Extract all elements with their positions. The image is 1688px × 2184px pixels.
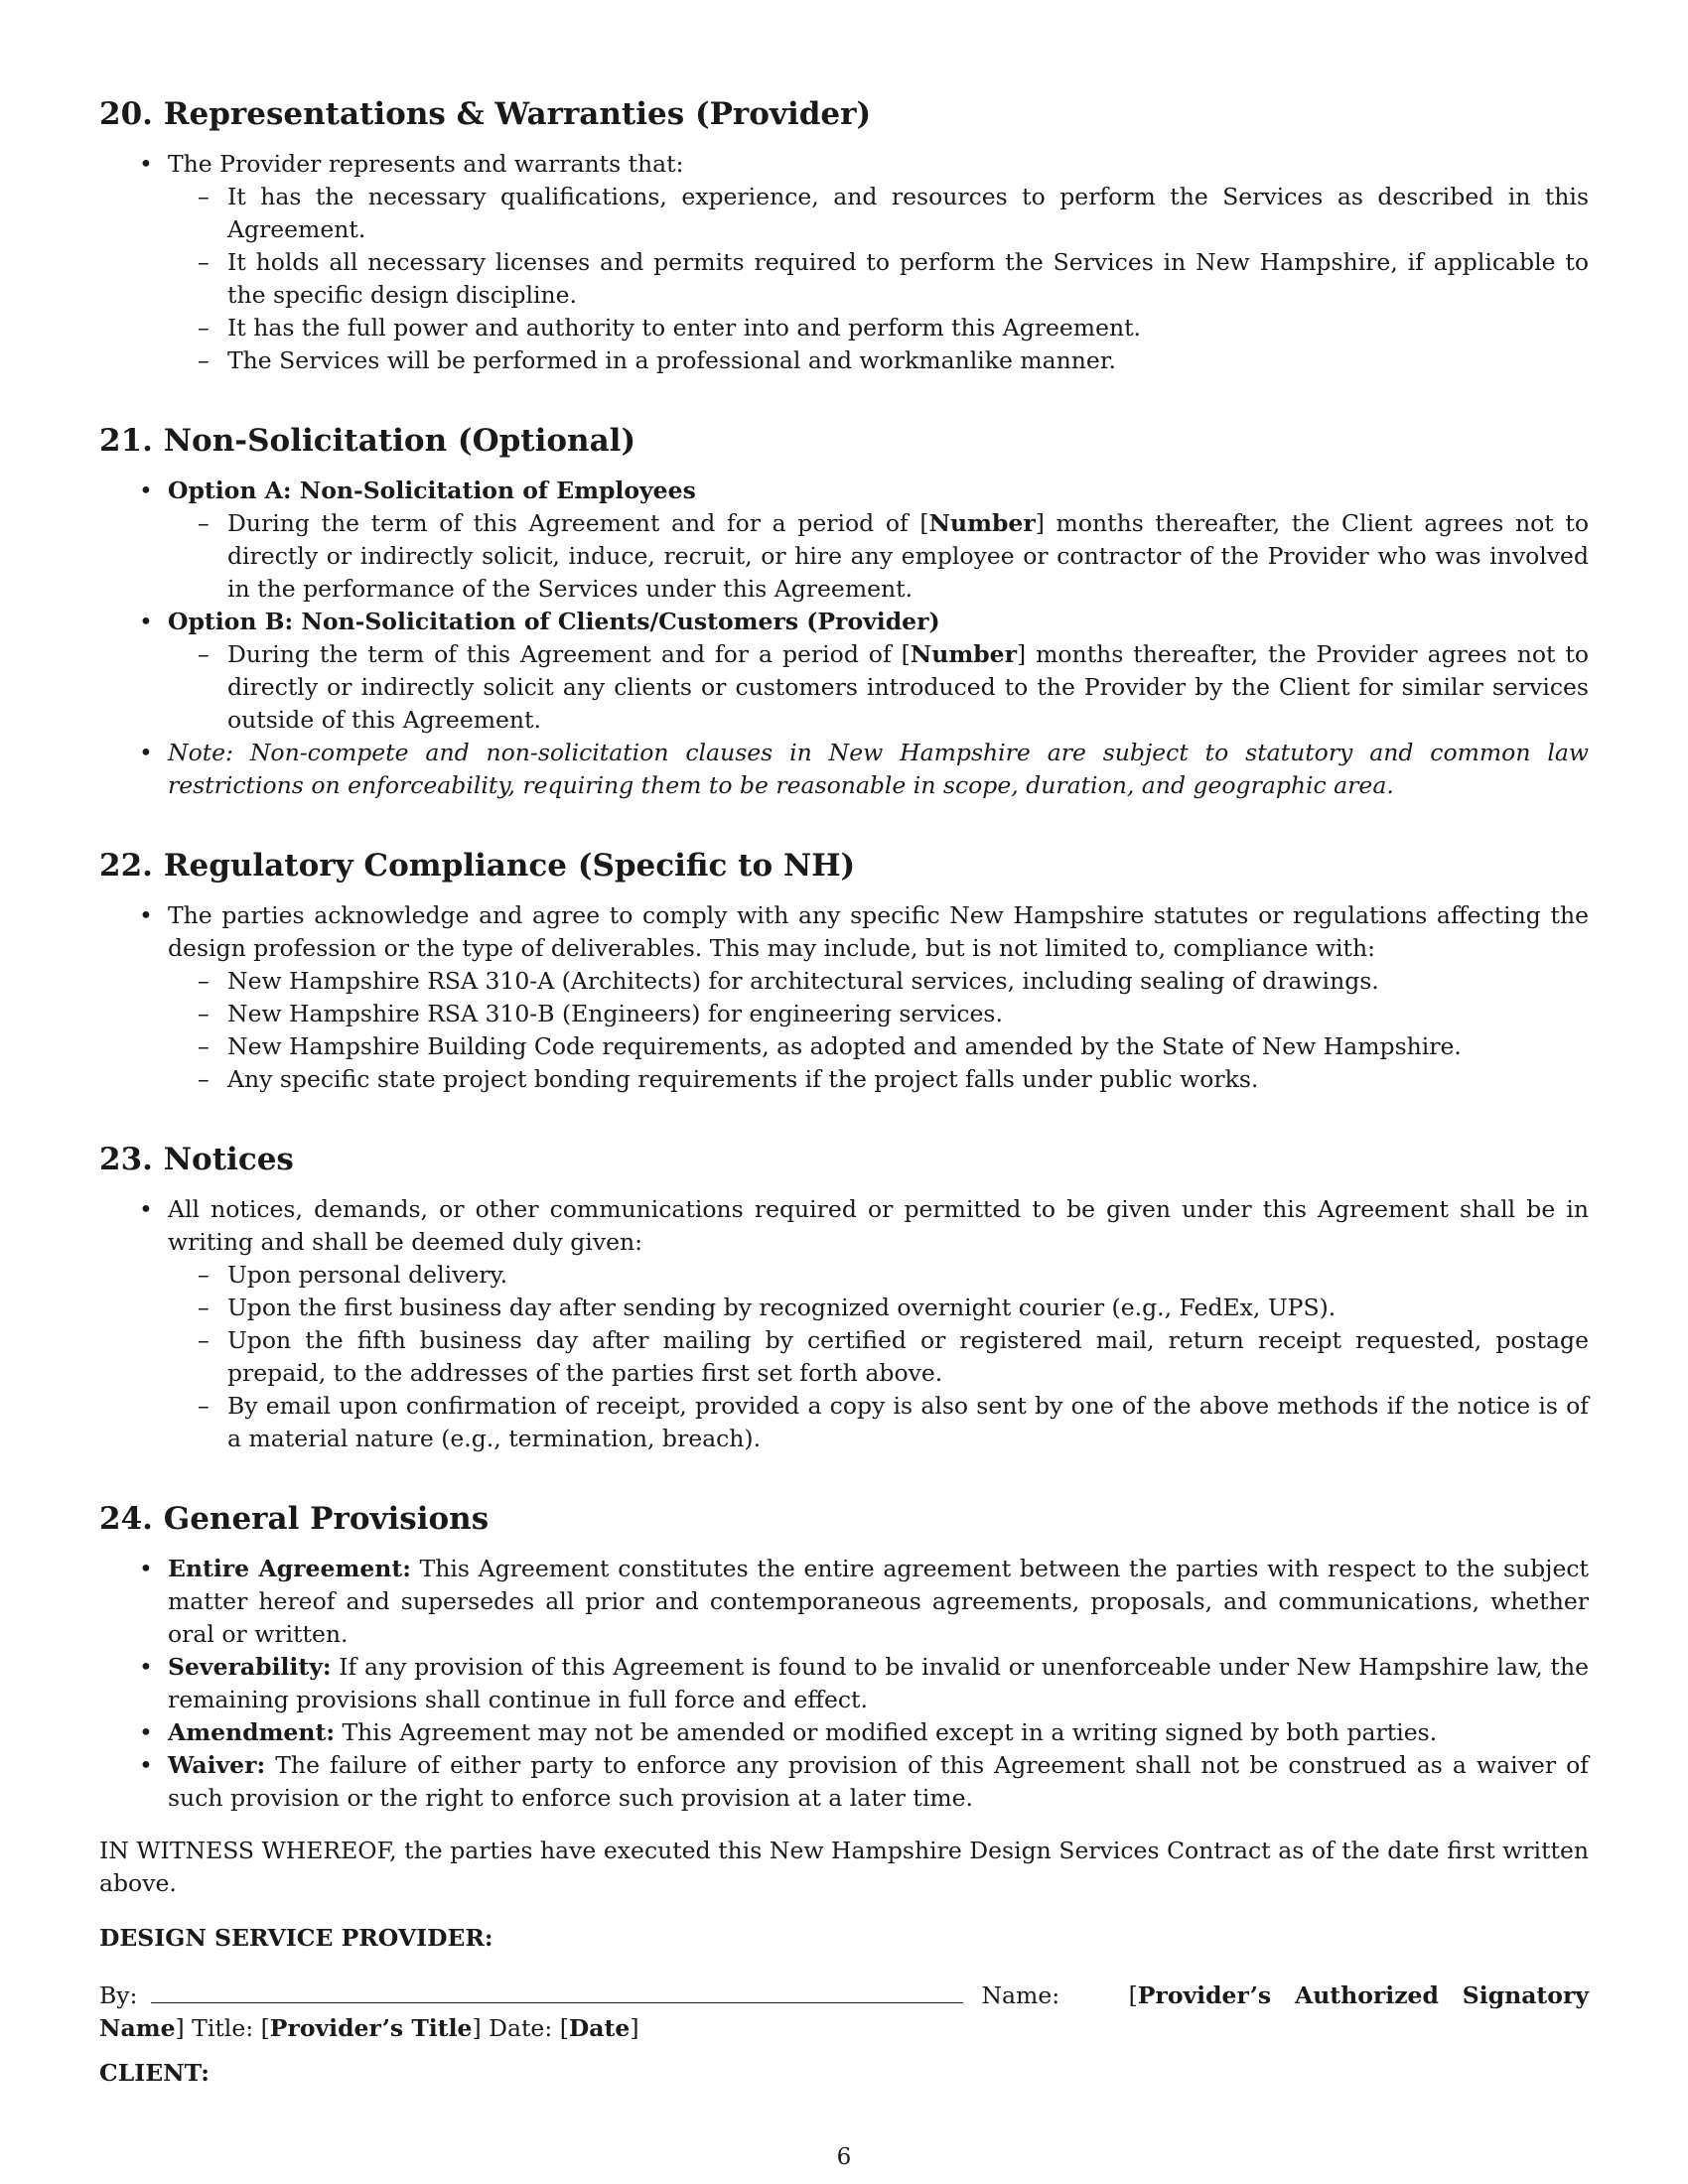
name-value: Provider’s Authorized Signatory Name bbox=[99, 1981, 1590, 2042]
text-fragment: ] months thereafter, the Provider agrees not to directly or indirectly solicit any clients or customers introduced to the Provider by the Client for similar services outside of this Agreement. bbox=[227, 640, 1590, 734]
sub-list-item: – New Hampshire RSA 310-A (Architects) for architectural services, including sealing of drawings. bbox=[168, 965, 1589, 998]
section-heading: 20. Representations & Warranties (Provider) bbox=[99, 96, 872, 132]
sub-list-item: – New Hampshire RSA 310-B (Engineers) for engineering services. bbox=[168, 998, 1589, 1030]
list-item bbox=[99, 1651, 1589, 1716]
number-placeholder: Number bbox=[928, 509, 1036, 537]
list-item-text: The parties acknowledge and agree to comply with any specific New Hampshire statutes or regulations affecting the design profession or the type of deliverables. This may include, but is not limited to, compliance with: bbox=[168, 901, 1589, 962]
section-21 bbox=[99, 421, 1589, 802]
list-item-text: All notices, demands, or other communications required or permitted to be given under this Agreement shall be in writing and shall be deemed duly given: bbox=[168, 1195, 1589, 1256]
section-heading: 23. Notices bbox=[99, 1142, 294, 1177]
text-fragment: During the term of this Agreement and for a period of [ bbox=[227, 640, 911, 668]
sub-list bbox=[168, 507, 1589, 606]
list-item bbox=[99, 737, 1589, 802]
sub-list bbox=[168, 181, 1589, 377]
sub-list-item: – The Services will be performed in a professional and workmanlike manner. bbox=[168, 344, 1589, 377]
list-item bbox=[99, 606, 1589, 737]
section-heading: 22. Regulatory Compliance (Specific to NH) bbox=[99, 848, 856, 884]
provision-text: The failure of either party to enforce any provision of this Agreement shall not be construed as a waiver of such provision or the right to enforce such provision at a later time. bbox=[168, 1751, 1589, 1812]
list-item bbox=[99, 899, 1589, 1096]
sub-list-item bbox=[168, 638, 1589, 737]
date-value: Date bbox=[568, 2014, 631, 2042]
sub-list bbox=[168, 1259, 1589, 1455]
name-label: Name: bbox=[981, 1981, 1060, 2009]
provision-label: Severability: bbox=[168, 1653, 332, 1681]
section-heading: 24. General Provisions bbox=[99, 1501, 490, 1537]
list-item bbox=[99, 1749, 1589, 1815]
section-23 bbox=[99, 1140, 1589, 1455]
sub-list-item: – Any specific state project bonding requirements if the project falls under public works. bbox=[168, 1063, 1589, 1096]
sub-list-item: – It has the necessary qualifications, experience, and resources to perform the Services as described in this Agreement. bbox=[168, 181, 1589, 246]
client-heading: CLIENT: bbox=[99, 2059, 210, 2087]
section-22 bbox=[99, 846, 1589, 1096]
bullet-list bbox=[99, 1193, 1589, 1455]
provision-label: Amendment: bbox=[168, 1718, 335, 1746]
bullet-list bbox=[99, 1553, 1589, 1815]
sub-list-item: – New Hampshire Building Code requirements, as adopted and amended by the State of New Hampshire. bbox=[168, 1030, 1589, 1063]
list-item-text: The Provider represents and warrants that: bbox=[168, 150, 684, 178]
provision-text: This Agreement may not be amended or modified except in a writing signed by both parties. bbox=[335, 1718, 1438, 1746]
bullet-list bbox=[99, 475, 1589, 802]
sub-list bbox=[168, 638, 1589, 737]
document-page bbox=[99, 94, 1589, 2112]
list-item bbox=[99, 1193, 1589, 1455]
bullet-list bbox=[99, 899, 1589, 1096]
witness-paragraph: IN WITNESS WHEREOF, the parties have executed this New Hampshire Design Services Contract as of the date first written above. bbox=[99, 1837, 1589, 1897]
provision-text: If any provision of this Agreement is found to be invalid or unenforceable under New Hampshire law, the remaining provisions shall continue in full force and effect. bbox=[168, 1653, 1589, 1713]
list-item bbox=[99, 1716, 1589, 1749]
title-value: Provider’s Title bbox=[269, 2014, 473, 2042]
note-text: Note: Non-compete and non-solicitation clauses in New Hampshire are subject to statutory and common law restrictions on enforceability, requiring them to be reasonable in scope, duration, and geographic area. bbox=[168, 739, 1589, 799]
provision-label: Waiver: bbox=[168, 1751, 266, 1779]
section-20 bbox=[99, 94, 1589, 377]
by-label: By: bbox=[99, 1981, 138, 2009]
provider-heading: DESIGN SERVICE PROVIDER: bbox=[99, 1924, 493, 1952]
sub-list-item: – Upon the fifth business day after mailing by certified or registered mail, return receipt requested, postage prepaid, to the addresses of the parties first set forth above. bbox=[168, 1324, 1589, 1390]
list-item bbox=[99, 1553, 1589, 1651]
provision-label: Entire Agreement: bbox=[168, 1555, 411, 1582]
section-heading: 21. Non-Solicitation (Optional) bbox=[99, 423, 636, 459]
number-placeholder: Number bbox=[910, 640, 1017, 668]
bullet-list bbox=[99, 148, 1589, 377]
title-label: Title: bbox=[192, 2014, 254, 2042]
sub-list-item bbox=[168, 507, 1589, 606]
text-fragment: During the term of this Agreement and for a period of [ bbox=[227, 509, 929, 537]
list-item bbox=[99, 475, 1589, 606]
signature-line[interactable] bbox=[151, 1977, 963, 2003]
text-fragment: ] months thereafter, the Client agrees not to directly or indirectly solicit, induce, recruit, or hire any employee or contractor of the Provider who was involved in the performance of the Services under this Agreement. bbox=[227, 509, 1589, 603]
sub-list-item: – It holds all necessary licenses and permits required to perform the Services in New Hampshire, if applicable to the specific design discipline. bbox=[168, 246, 1589, 312]
page-number: 6 bbox=[836, 2144, 852, 2170]
section-24 bbox=[99, 1499, 1589, 1815]
date-label: Date: bbox=[489, 2014, 553, 2042]
sub-list-item: – It has the full power and authority to enter into and perform this Agreement. bbox=[168, 312, 1589, 344]
list-item bbox=[99, 148, 1589, 377]
sub-list-item: – By email upon confirmation of receipt, provided a copy is also sent by one of the above methods if the notice is of a material nature (e.g., termination, breach). bbox=[168, 1390, 1589, 1455]
provider-signature-block: By: Name: [Provider’s Authorized Signatory Name] Title: [Provider’s Title] Date: [Date] bbox=[99, 1977, 1589, 2045]
option-a-label: Option A: Non-Solicitation of Employees bbox=[168, 477, 696, 504]
option-b-label: Option B: Non-Solicitation of Clients/Customers (Provider) bbox=[168, 608, 940, 635]
sub-list-item: – Upon personal delivery. bbox=[168, 1259, 1589, 1292]
sub-list bbox=[168, 965, 1589, 1096]
sub-list-item: – Upon the first business day after sending by recognized overnight courier (e.g., FedEx, UPS). bbox=[168, 1292, 1589, 1324]
provision-text: This Agreement constitutes the entire agreement between the parties with respect to the subject matter hereof and supersedes all prior and contemporaneous agreements, proposals, and communications, whether oral or written. bbox=[168, 1555, 1589, 1648]
